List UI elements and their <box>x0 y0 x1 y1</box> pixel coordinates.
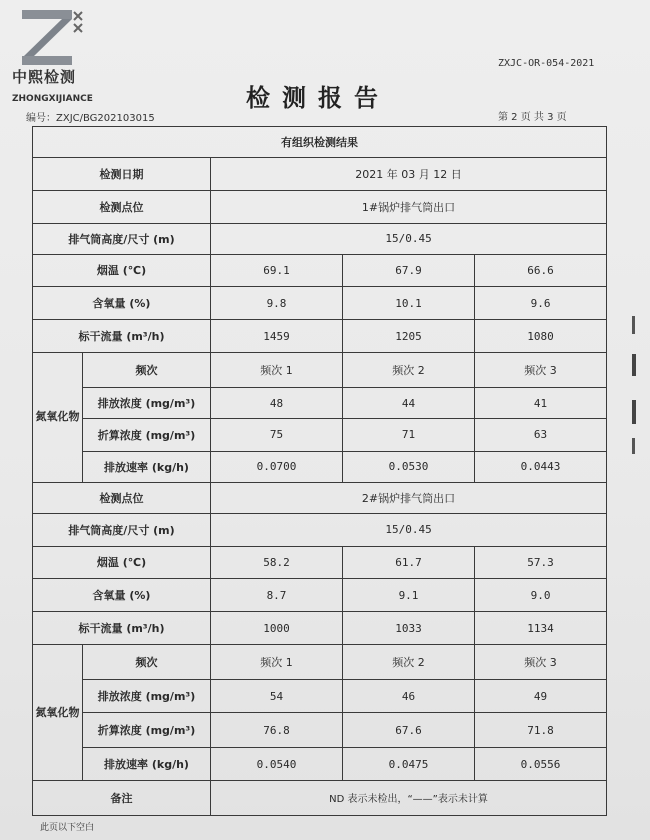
table-cell: 0.0556 <box>475 748 607 781</box>
table-cell: 频次 2 <box>343 353 475 388</box>
flow-label: 标干流量 (m³/h) <box>33 320 211 353</box>
table-cell: 9.8 <box>211 287 343 320</box>
table-cell: 67.6 <box>343 713 475 748</box>
table-cell: 1000 <box>211 612 343 645</box>
table-row <box>33 419 607 452</box>
oxygen-label: 含氧量 (%) <box>33 287 211 320</box>
stack-value: 15/0.45 <box>211 223 607 254</box>
table-cell: 10.1 <box>343 287 475 320</box>
table-cell: 67.9 <box>343 254 475 287</box>
table-cell: 69.1 <box>211 254 343 287</box>
table-cell: 1033 <box>343 612 475 645</box>
nox-group-text: 氮氧化物 <box>35 705 80 719</box>
table-row <box>33 353 607 388</box>
report-serial: 编号：ZXJC/BG202103015 <box>26 113 155 124</box>
table-cell: 54 <box>211 680 343 713</box>
frequency-label: 频次 <box>83 645 211 680</box>
table-cell: 66.6 <box>475 254 607 287</box>
concentration-label: 排放浓度 (mg/m³) <box>83 388 211 419</box>
table-cell: 频次 1 <box>211 353 343 388</box>
document-code: ZXJC-OR-054-2021 <box>498 58 595 69</box>
flow-label: 标干流量 (m³/h) <box>33 612 211 645</box>
table-cell: 46 <box>343 680 475 713</box>
emission-rate-label: 排放速率 (kg/h) <box>83 451 211 482</box>
table-heading-row <box>33 127 607 158</box>
table-cell: 76.8 <box>211 713 343 748</box>
table-cell: 9.0 <box>475 579 607 612</box>
point-label: 检测点位 <box>33 190 211 223</box>
table-row <box>33 254 607 287</box>
emission-rate-label: 排放速率 (kg/h) <box>83 748 211 781</box>
oxygen-label: 含氧量 (%) <box>33 579 211 612</box>
remarks-value: ND 表示未检出，“——”表示未计算 <box>211 780 607 815</box>
frequency-label: 频次 <box>83 353 211 388</box>
results-table <box>32 126 607 816</box>
table-row <box>33 223 607 254</box>
test-date-row <box>33 157 607 190</box>
page-number: 第 2 页 共 3 页 <box>498 112 567 123</box>
logo-english-name: ZHONGXIJIANCE <box>12 94 93 104</box>
table-cell: 41 <box>475 388 607 419</box>
table-row <box>33 451 607 482</box>
table-cell: 9.6 <box>475 287 607 320</box>
point-value: 2#锅炉排气筒出口 <box>211 482 607 513</box>
table-row <box>33 612 607 645</box>
table-cell: 61.7 <box>343 546 475 579</box>
table-cell: 48 <box>211 388 343 419</box>
table-cell: 71 <box>343 419 475 452</box>
table-cell: 75 <box>211 419 343 452</box>
converted-concentration-label: 折算浓度 (mg/m³) <box>83 713 211 748</box>
table-cell: 8.7 <box>211 579 343 612</box>
table-cell: 57.3 <box>475 546 607 579</box>
point-label: 检测点位 <box>33 482 211 513</box>
binding-mark-icon <box>630 310 638 470</box>
table-row <box>33 513 607 546</box>
table-row <box>33 388 607 419</box>
table-row <box>33 287 607 320</box>
table-heading: 有组织检测结果 <box>33 127 607 158</box>
table-cell: 1134 <box>475 612 607 645</box>
table-cell: 1459 <box>211 320 343 353</box>
table-row <box>33 645 607 680</box>
table-cell: 频次 2 <box>343 645 475 680</box>
table-row <box>33 713 607 748</box>
nox-group-text: 氮氧化物 <box>35 410 80 424</box>
table-cell: 44 <box>343 388 475 419</box>
table-cell: 频次 3 <box>475 353 607 388</box>
nox-group-label <box>33 645 83 781</box>
nox-group-label <box>33 353 83 483</box>
table-cell: 49 <box>475 680 607 713</box>
table-row <box>33 680 607 713</box>
table-row <box>33 546 607 579</box>
table-row <box>33 320 607 353</box>
blank-below-note: 此页以下空白 <box>40 823 95 833</box>
remarks-label: 备注 <box>33 780 211 815</box>
table-cell: 0.0530 <box>343 451 475 482</box>
table-row <box>33 748 607 781</box>
temp-label: 烟温 (℃) <box>33 546 211 579</box>
table-cell: 0.0443 <box>475 451 607 482</box>
logo-chinese-name: 中熙检测 <box>12 68 77 86</box>
stack-label: 排气筒高度/尺寸 (m) <box>33 513 211 546</box>
page-title: 检测报告 <box>246 83 390 112</box>
test-date-value: 2021 年 03 月 12 日 <box>211 157 607 190</box>
table-row <box>33 579 607 612</box>
table-row <box>33 482 607 513</box>
remarks-row <box>33 780 607 815</box>
table-cell: 63 <box>475 419 607 452</box>
table-cell: 0.0700 <box>211 451 343 482</box>
table-cell: 9.1 <box>343 579 475 612</box>
stack-label: 排气筒高度/尺寸 (m) <box>33 223 211 254</box>
table-cell: 0.0540 <box>211 748 343 781</box>
table-cell: 1205 <box>343 320 475 353</box>
table-cell: 频次 1 <box>211 645 343 680</box>
temp-label: 烟温 (℃) <box>33 254 211 287</box>
table-cell: 频次 3 <box>475 645 607 680</box>
table-row <box>33 190 607 223</box>
table-cell: 58.2 <box>211 546 343 579</box>
stack-value: 15/0.45 <box>211 513 607 546</box>
table-cell: 0.0475 <box>343 748 475 781</box>
table-cell: 1080 <box>475 320 607 353</box>
converted-concentration-label: 折算浓度 (mg/m³) <box>83 419 211 452</box>
table-cell: 71.8 <box>475 713 607 748</box>
point-value: 1#锅炉排气筒出口 <box>211 190 607 223</box>
concentration-label: 排放浓度 (mg/m³) <box>83 680 211 713</box>
test-date-label: 检测日期 <box>33 157 211 190</box>
